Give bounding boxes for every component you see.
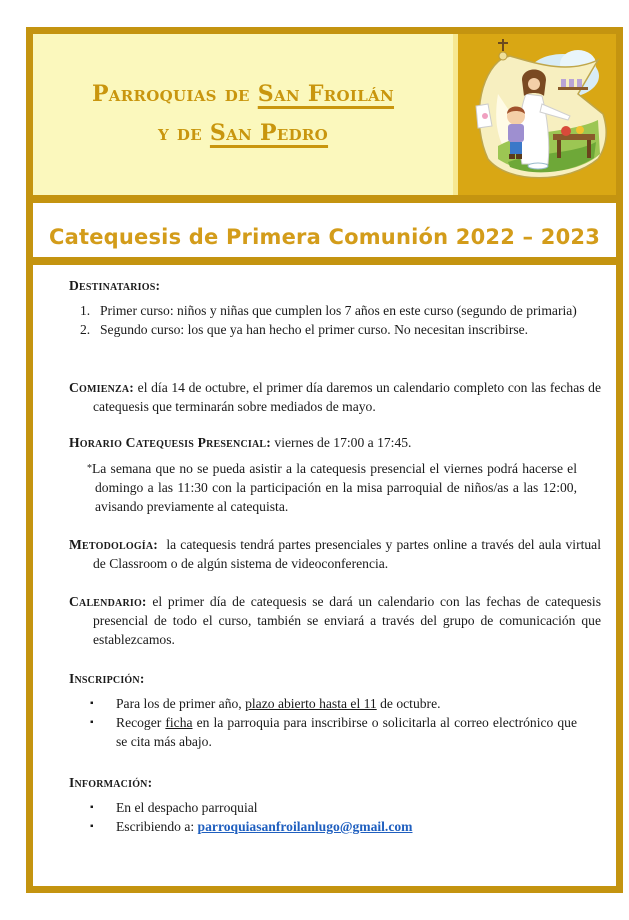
header xyxy=(33,34,616,195)
item-text: en la parroquia para inscribirse o solicitarla al correo electrónico que se cita más abajo. xyxy=(116,715,578,749)
list-item xyxy=(69,798,577,817)
note-asterisk: * xyxy=(87,463,92,474)
calendario-label: Calendario: xyxy=(69,594,147,609)
item-text: Escribiendo a: xyxy=(116,819,198,834)
title-name-2: San Pedro xyxy=(209,120,329,146)
destinatarios-list xyxy=(69,301,577,339)
email-link[interactable]: parroquiasanfroilanlugo@gmail.com xyxy=(197,819,413,834)
section-informacion xyxy=(69,773,577,836)
title-line-1 xyxy=(33,81,453,107)
section-inscripcion xyxy=(69,669,577,751)
section-destinatarios xyxy=(69,276,577,339)
horario-text: viernes de 17:00 a 17:45. xyxy=(271,435,412,450)
ficha-text: ficha xyxy=(165,715,193,730)
flyer-body xyxy=(33,265,616,886)
title-prefix-2: y de xyxy=(157,120,210,146)
horario-note xyxy=(69,459,577,516)
informacion-label: Información: xyxy=(69,775,153,790)
note-text: La semana que no se pueda asistir a la catequesis presencial el viernes podrá hacerse el domingo a las 11:30 con la participación en la misa parroquial de niños/as a las 12:00, avisando previamente al catequista. xyxy=(92,461,577,514)
title-prefix-1: Parroquias de xyxy=(91,81,258,107)
comienza-text: el día 14 de octubre, el primer día daremos un calendario completo con las fechas de catequesis que terminarán sobre mediados de mayo. xyxy=(93,380,601,414)
comienza-label: Comienza: xyxy=(69,380,135,395)
list-item xyxy=(69,713,577,751)
informacion-list xyxy=(69,798,577,836)
metodologia-label: Metodología: xyxy=(69,537,159,552)
bullet-icon: ▪ xyxy=(90,802,94,813)
bullet-icon: ▪ xyxy=(90,698,94,709)
flyer-frame xyxy=(26,27,623,893)
inscripcion-label: Inscripción: xyxy=(69,671,145,686)
bullet-icon: ▪ xyxy=(90,717,94,728)
item-text: En el despacho parroquial xyxy=(116,800,258,815)
inscripcion-list xyxy=(69,694,577,751)
section-calendario xyxy=(69,592,601,649)
jesus-child-illustration-icon xyxy=(458,34,616,195)
item-number: 1. xyxy=(80,303,91,318)
bullet-icon: ▪ xyxy=(90,821,94,832)
deadline-text: plazo abierto hasta el 11 xyxy=(245,696,377,711)
header-title-panel xyxy=(33,34,453,195)
item-text: Primer curso: niños y niñas que cumplen los 7 años en este curso (segundo de primaria) xyxy=(100,303,577,318)
horario-label: Horario Catequesis Presencial: xyxy=(69,435,271,450)
item-text: Para los de primer año, xyxy=(116,696,246,711)
title-name-1: San Froilán xyxy=(257,81,395,107)
item-text: Recoger xyxy=(116,715,166,730)
list-item xyxy=(69,301,577,320)
header-separator xyxy=(33,195,616,203)
list-item xyxy=(69,694,577,713)
destinatarios-label: Destinatarios: xyxy=(69,278,161,293)
calendario-text: el primer día de catequesis se dará un calendario con las fechas de catequesis presencial de todo el curso, también se enviará a través del grupo de comunicación que establezcamos. xyxy=(93,594,601,647)
subtitle-box xyxy=(33,203,616,257)
list-item xyxy=(69,817,577,836)
section-horario xyxy=(69,433,577,516)
list-item xyxy=(69,320,577,339)
title-line-2 xyxy=(33,120,453,146)
item-number: 2. xyxy=(80,322,91,337)
metodologia-text: la catequesis tendrá partes presenciales y partes online a través del aula virtual de Classroom o de algún sistema de videoconferencia. xyxy=(93,537,605,571)
subtitle: Catequesis de Primera Comunión 2022 – 2023 xyxy=(48,225,601,249)
item-text: Segundo curso: los que ya han hecho el primer curso. No necesitan inscribirse. xyxy=(100,322,529,337)
subtitle-separator xyxy=(33,257,616,265)
church-illustration xyxy=(458,34,616,195)
item-text: de octubre. xyxy=(376,696,441,711)
section-comienza xyxy=(69,378,601,416)
section-metodologia xyxy=(69,535,605,573)
